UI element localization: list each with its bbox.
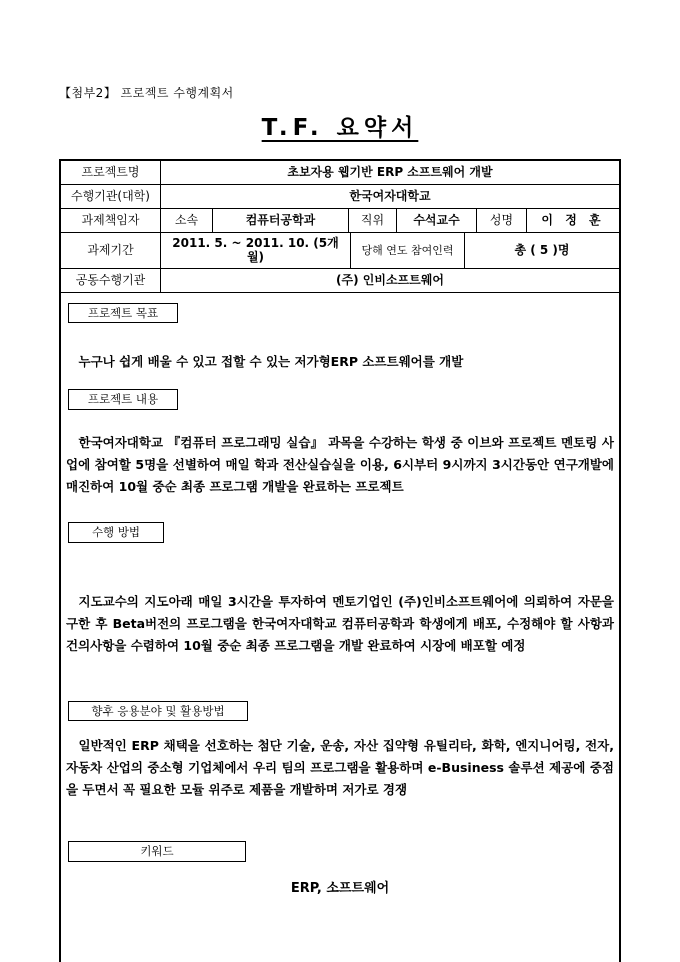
section-keyword bbox=[66, 841, 614, 900]
staff-label: 당해 연도 참여인력 bbox=[351, 233, 465, 268]
partner-value: (주) 인비소프트웨어 bbox=[336, 273, 444, 288]
page-title: T.F. 요약서 bbox=[261, 115, 419, 141]
manager-label: 과제책임자 bbox=[61, 209, 161, 232]
section-method-label: 수행 방법 bbox=[68, 522, 164, 543]
section-keyword-label: 키워드 bbox=[68, 841, 246, 862]
section-future-content: 일반적인 ERP 채택을 선호하는 첨단 기술, 운송, 자산 집약형 유틸리타, 화학, 엔지니어링, 전자, 자동차 산업의 중소형 기업체에서 우리 팀의 프로그램을 활용하며 e-Business 솔루션 제공에 중점을 두면서 꼭 필요한 모듈 위주로 제품을 개발하며 저가로 경쟁 bbox=[66, 738, 614, 798]
project-name-value: 초보자용 웹기반 ERP 소프트웨어 개발 bbox=[287, 165, 493, 180]
position-value: 수석교수 bbox=[397, 209, 477, 232]
section-keyword-content: ERP, 소프트웨어 bbox=[290, 880, 390, 896]
section-future-label: 향후 응용분야 및 활용방법 bbox=[68, 701, 248, 722]
section-goal bbox=[66, 303, 614, 374]
section-content-content: 한국여자대학교 『컴퓨터 프로그래밍 실습』 과목을 수강하는 학생 중 이브와 프로젝트 멘토링 사업에 참여할 5명을 선별하여 매일 학과 전산실습실을 이용, 6시부터 9시까지 3시간동안 연구개발에 매진하여 10월 중순 최종 프로그램 개발을 완료하는 프로젝트 bbox=[66, 435, 614, 495]
section-content-label: 프로젝트 내용 bbox=[68, 389, 178, 410]
name-label: 성명 bbox=[477, 209, 527, 232]
department-label: 소속 bbox=[161, 209, 213, 232]
period-label: 과제기간 bbox=[61, 233, 161, 268]
attachment-label: 【첨부2】 프로젝트 수행계획서 bbox=[59, 86, 234, 100]
position-label: 직위 bbox=[349, 209, 397, 232]
table-row-organization bbox=[61, 185, 619, 209]
section-goal-content: 누구나 쉽게 배울 수 있고 접할 수 있는 저가형ERP 소프트웨어를 개발 bbox=[78, 354, 464, 370]
section-goal-label: 프로젝트 목표 bbox=[68, 303, 178, 324]
organization-value: 한국여자대학교 bbox=[349, 189, 431, 204]
section-content bbox=[66, 389, 614, 498]
name-value: 이 정 훈 bbox=[541, 213, 605, 228]
table-row-project-name bbox=[61, 161, 619, 185]
section-method bbox=[66, 522, 614, 657]
staff-value: 총 ( 5 )명 bbox=[514, 243, 570, 258]
section-future bbox=[66, 701, 614, 802]
partner-label: 공동수행기관 bbox=[61, 269, 161, 292]
sections-area bbox=[61, 303, 619, 962]
project-name-label: 프로젝트명 bbox=[61, 161, 161, 184]
table-row-period bbox=[61, 233, 619, 269]
department-value: 컴퓨터공학과 bbox=[213, 209, 349, 232]
summary-table bbox=[59, 159, 621, 962]
table-row-manager bbox=[61, 209, 619, 233]
period-value: 2011. 5. ~ 2011. 10. (5개월) bbox=[161, 233, 351, 268]
section-method-content: 지도교수의 지도아래 매일 3시간을 투자하여 멘토기업인 (주)인비소프트웨어에 의뢰하여 자문을 구한 후 Beta버전의 프로그램을 한국여자대학교 컴퓨터공학과 학생에게 배포, 수정해야 할 사항과 건의사항을 수렴하여 10월 중순 최종 프로그램을 개발 완료하여 시장에 배포할 예정 bbox=[66, 593, 614, 653]
organization-label: 수행기관(대학) bbox=[61, 185, 161, 208]
table-row-partner bbox=[61, 269, 619, 293]
